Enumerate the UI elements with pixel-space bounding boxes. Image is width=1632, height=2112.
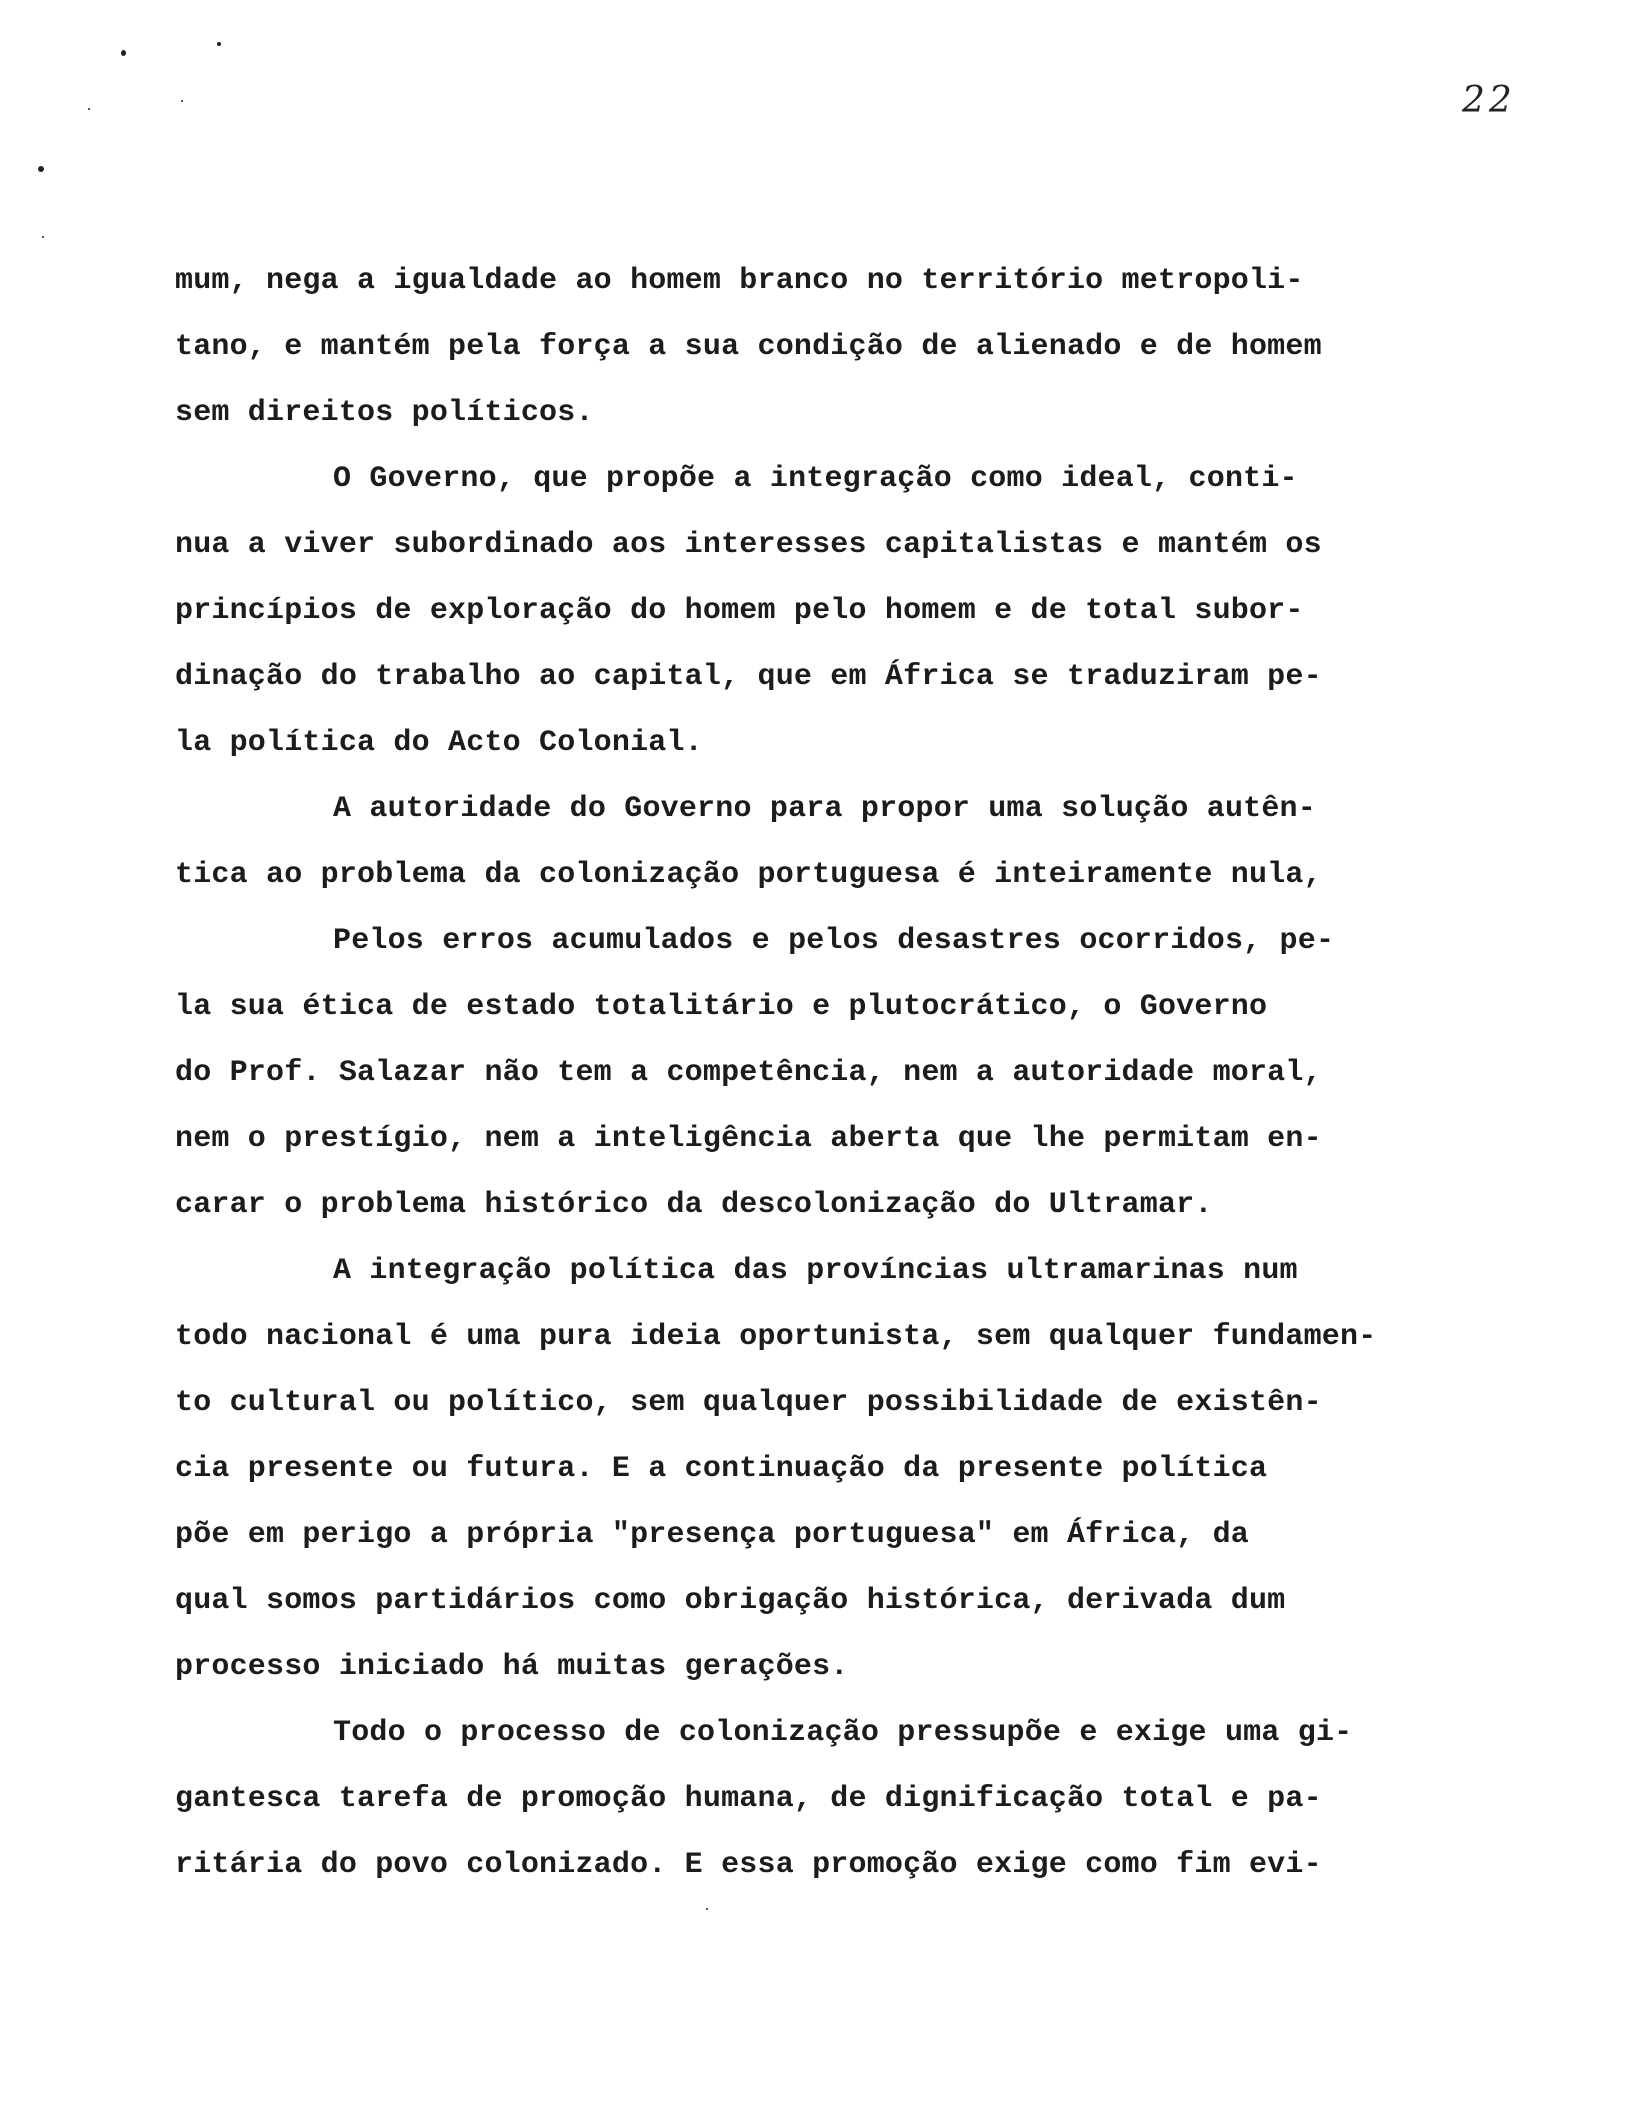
text-line: Pelos erros acumulados e pelos desastres ocorridos, pe- [333,924,1335,958]
scan-speck [42,236,44,238]
scan-speck [38,166,44,172]
body-text [175,248,1475,1898]
text-line: qual somos partidários como obrigação histórica, derivada dum [175,1584,1286,1618]
scan-speck [121,50,126,56]
text-line: dinação do trabalho ao capital, que em África se traduziram pe- [175,660,1322,694]
text-line: O Governo, que propõe a integração como ideal, conti- [333,462,1298,496]
text-line: la política do Acto Colonial. [175,726,703,760]
text-line: processo iniciado há muitas gerações. [175,1650,849,1684]
text-line: todo nacional é uma pura ideia oportunista, sem qualquer fundamen- [175,1320,1377,1354]
text-line: gantesca tarefa de promoção humana, de dignificação total e pa- [175,1782,1322,1816]
text-line: põe em perigo a própria "presença portuguesa" em África, da [175,1518,1249,1552]
scan-speck [217,42,221,46]
text-line: carar o problema histórico da descolonização do Ultramar. [175,1188,1213,1222]
text-line: do Prof. Salazar não tem a competência, nem a autoridade moral, [175,1056,1322,1090]
page-number: 22 [1462,80,1516,121]
scan-speck [88,108,90,110]
text-line: tano, e mantém pela força a sua condição de alienado e de homem [175,330,1322,364]
text-line: nem o prestígio, nem a inteligência aberta que lhe permitam en- [175,1122,1322,1156]
scan-speck [181,100,183,102]
text-line: princípios de exploração do homem pelo homem e de total subor- [175,594,1304,628]
text-line: sem direitos políticos. [175,396,594,430]
text-line: A autoridade do Governo para propor uma solução autên- [333,792,1316,826]
text-line: nua a viver subordinado aos interesses capitalistas e mantém os [175,528,1322,562]
text-line: A integração política das províncias ultramarinas num [333,1254,1298,1288]
scan-speck [706,1908,708,1910]
text-line: la sua ética de estado totalitário e plutocrático, o Governo [175,990,1268,1024]
text-line: mum, nega a igualdade ao homem branco no território metropoli- [175,264,1304,298]
text-line: Todo o processo de colonização pressupõe e exige uma gi- [333,1716,1353,1750]
text-line: cia presente ou futura. E a continuação da presente política [175,1452,1268,1486]
text-line: to cultural ou político, sem qualquer possibilidade de existên- [175,1386,1322,1420]
text-line: ritária do povo colonizado. E essa promoção exige como fim evi- [175,1848,1322,1882]
text-line: tica ao problema da colonização portuguesa é inteiramente nula, [175,858,1322,892]
